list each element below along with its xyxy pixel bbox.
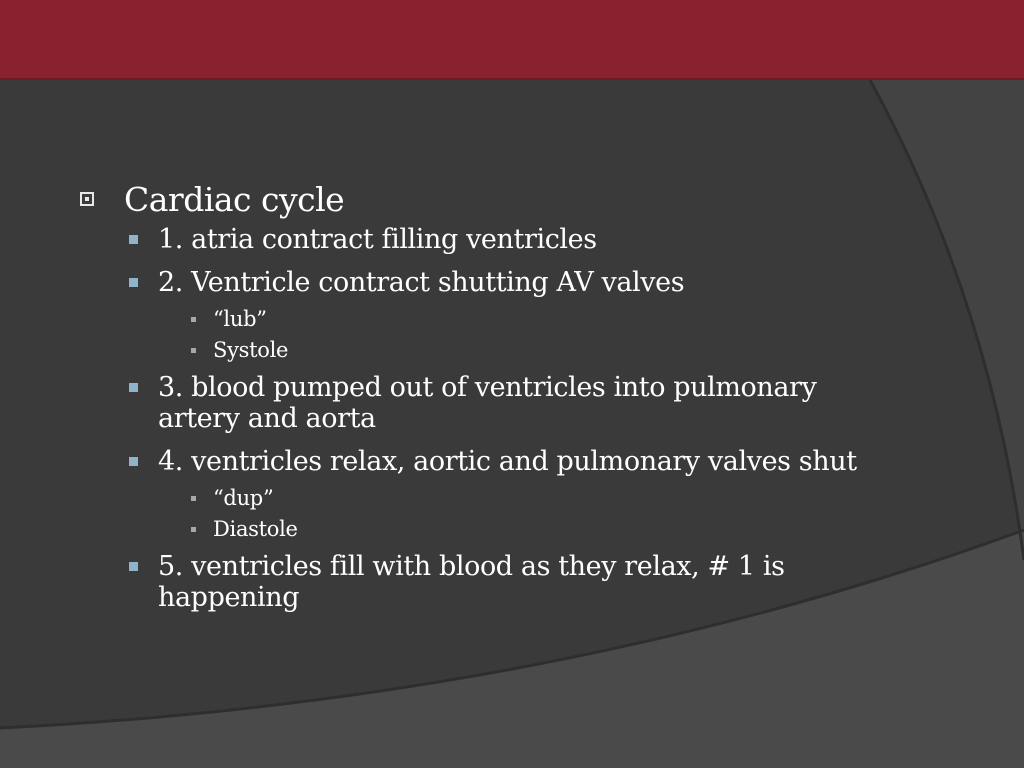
square-bullet-icon <box>129 278 138 287</box>
bullet-text: 3. blood pumped out of ventricles into pulmonary artery and aorta <box>158 372 817 434</box>
bullet-text: 5. ventricles fill with blood as they relax, # 1 is happening <box>158 551 785 613</box>
square-bullet-icon <box>129 457 138 466</box>
bullet-item <box>128 224 878 255</box>
bullet-list <box>78 180 878 625</box>
title-bar <box>0 0 1024 80</box>
bullet-item <box>78 180 878 220</box>
bullet-text: Cardiac cycle <box>124 180 345 219</box>
bullet-item <box>128 551 878 613</box>
square-bullet-icon <box>129 235 138 244</box>
bullet-text: “lub” <box>213 307 267 331</box>
square-bullet-icon <box>129 562 138 571</box>
bullet-text: “dup” <box>213 486 274 510</box>
bullet-text: 4. ventricles relax, aortic and pulmonary valves shut <box>158 446 857 477</box>
bullet-item <box>128 267 878 298</box>
bullet-item <box>185 516 878 542</box>
small-square-bullet-icon <box>191 317 196 322</box>
square-bullet-icon <box>80 192 94 206</box>
bullet-item <box>185 337 878 363</box>
bullet-text: 2. Ventricle contract shutting AV valves <box>158 267 685 298</box>
small-square-bullet-icon <box>191 527 196 532</box>
small-square-bullet-icon <box>191 496 196 501</box>
bullet-text: Diastole <box>213 517 298 541</box>
bullet-item <box>128 372 878 434</box>
bullet-item <box>128 446 878 477</box>
small-square-bullet-icon <box>191 348 196 353</box>
bullet-item <box>185 306 878 332</box>
bullet-item <box>185 485 878 511</box>
bullet-text: 1. atria contract filling ventricles <box>158 224 597 255</box>
bullet-text: Systole <box>213 338 289 362</box>
square-bullet-icon <box>129 383 138 392</box>
